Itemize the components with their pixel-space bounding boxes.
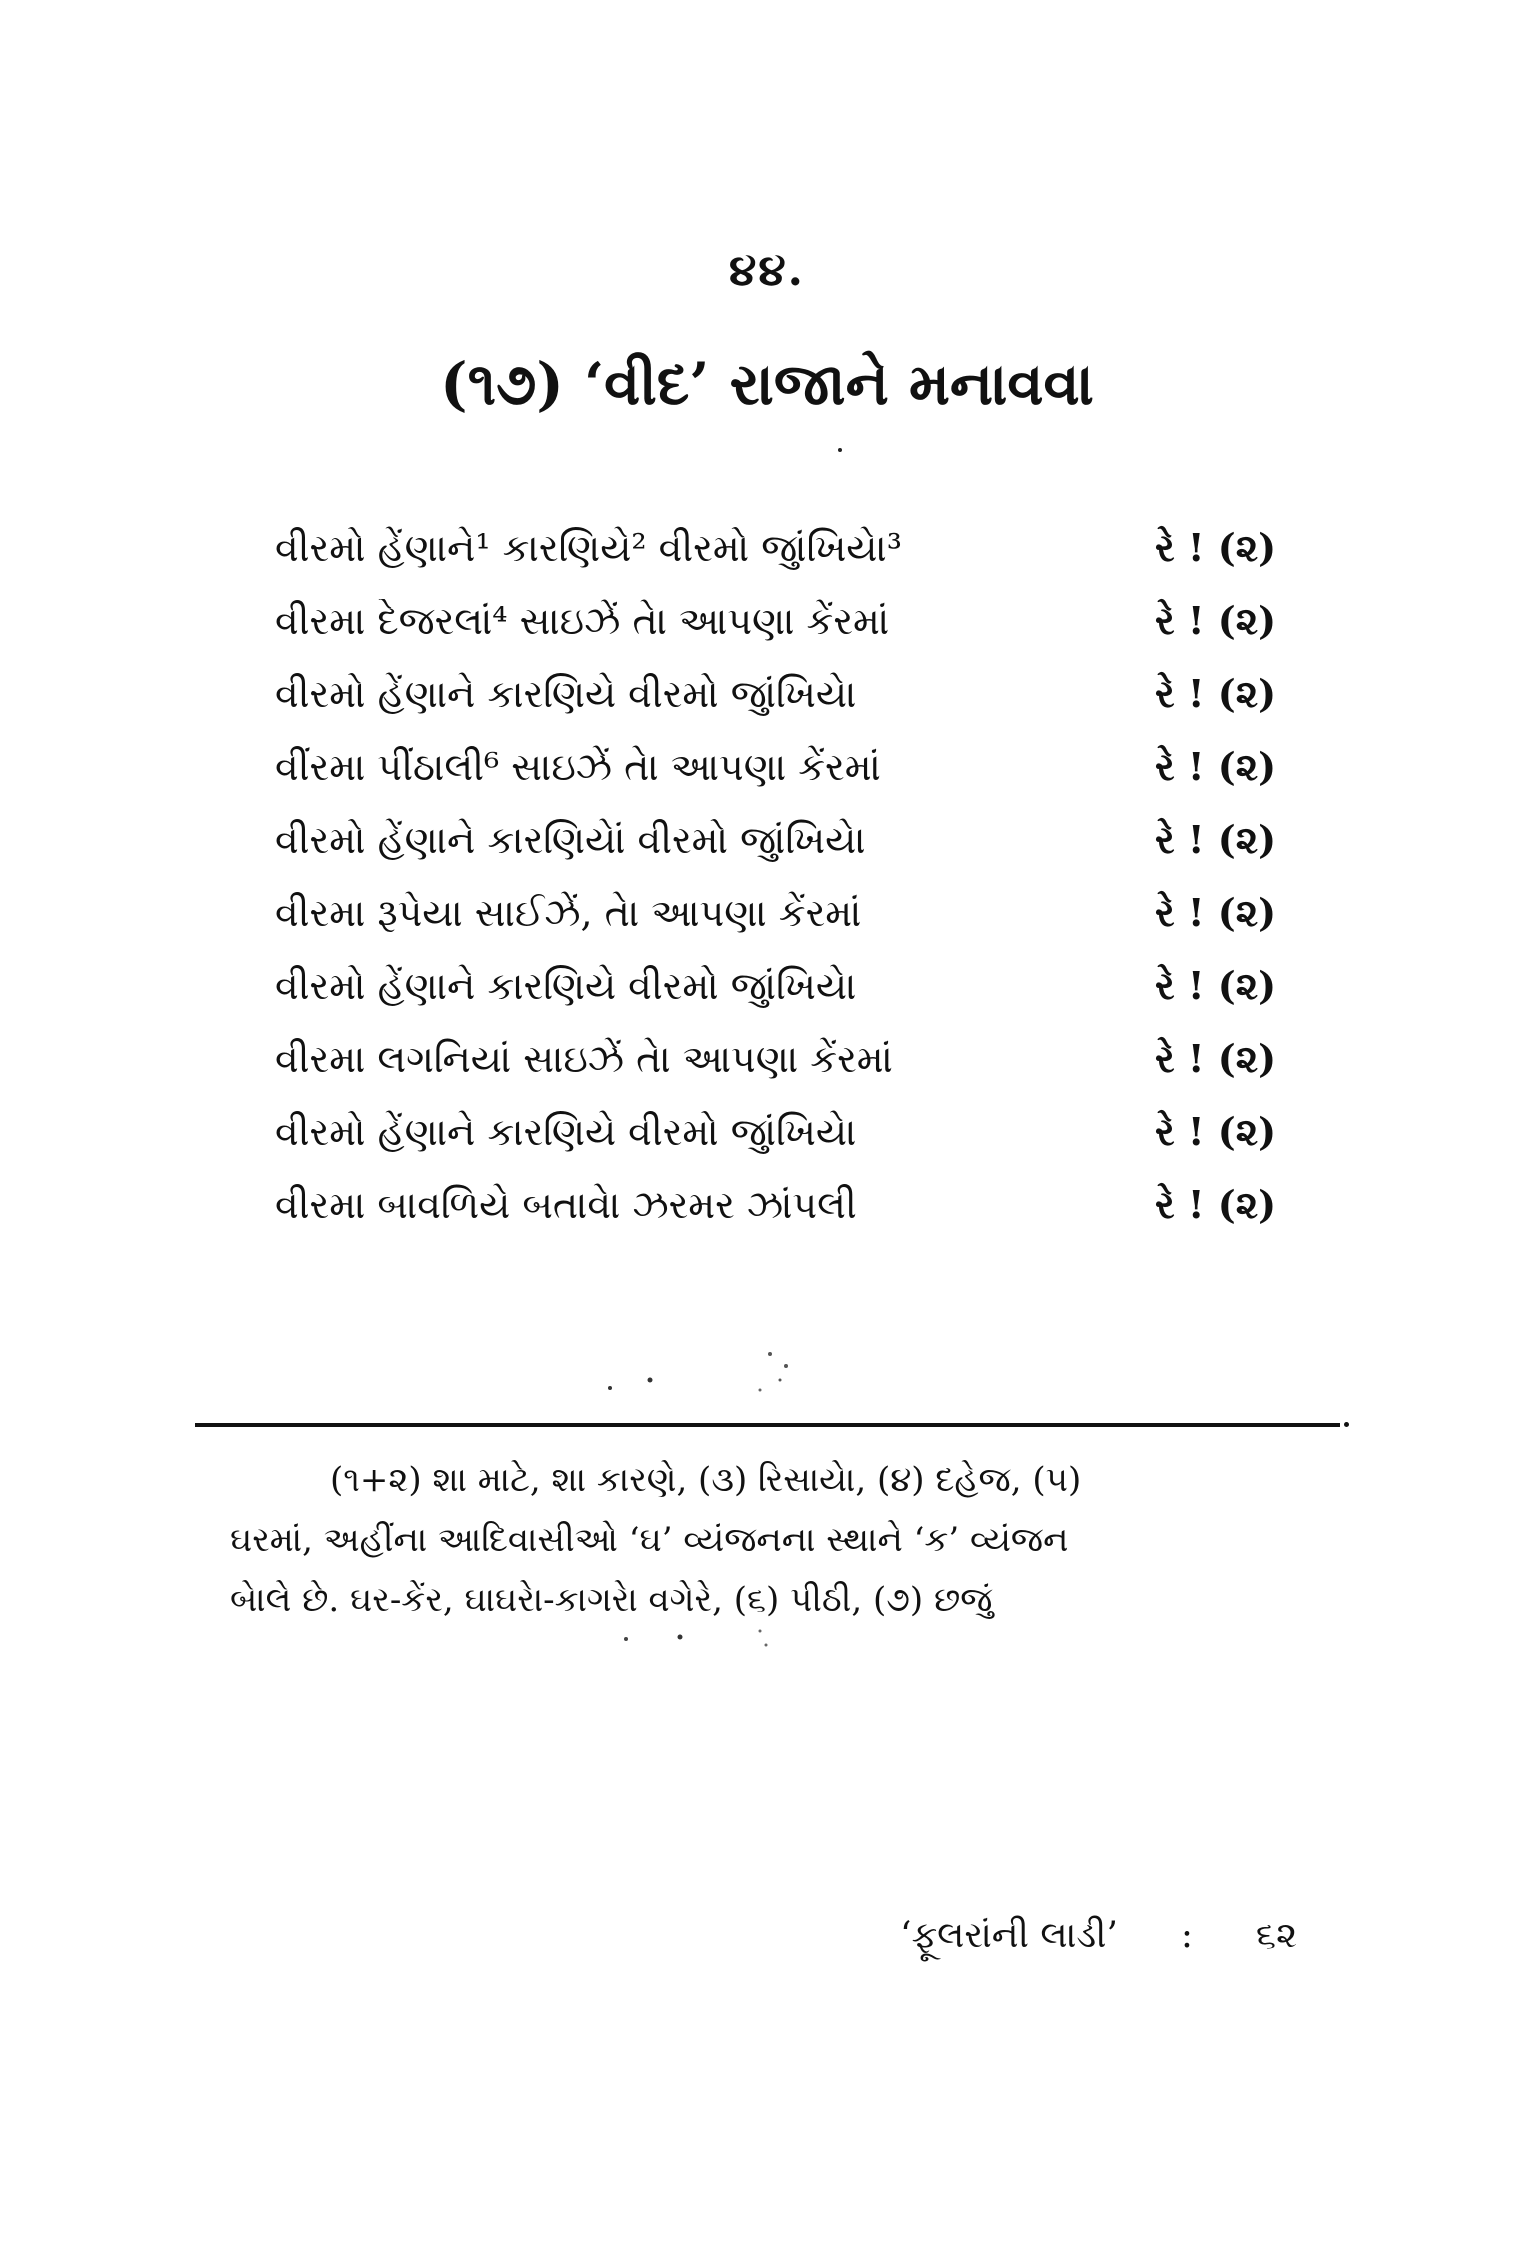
- print-speck: [838, 448, 842, 452]
- verse-refrain: રે ! (૨): [1155, 1036, 1277, 1081]
- verse-text: વીરમા દેજરલાં⁴ સાઇઝેં તેા આપણા કેંરમાં: [275, 599, 890, 643]
- divider-end-dot: [1344, 1422, 1349, 1427]
- verse-refrain: રે ! (૨): [1155, 817, 1277, 862]
- verse-text: વીરમા બાવળિયે બતાવેા ઝરમર ઝાંપલી: [275, 1183, 857, 1227]
- book-title: ‘ફૂલરાંની લાડી’: [900, 1915, 1118, 1956]
- verse-text: વીરમો હેંણાને કારણિયે વીરમો જુાંખિયેા: [275, 672, 857, 716]
- verse-refrain: રે ! (૨): [1155, 744, 1277, 789]
- verse-line: [275, 963, 1275, 1036]
- verse-refrain: રે ! (૨): [1155, 671, 1277, 716]
- footer-page-number: ૬૨: [1255, 1915, 1298, 1956]
- footnotes: [230, 1450, 1340, 1630]
- verse-line: [275, 1182, 1275, 1255]
- verse-text: વીરમા લગનિયાં સાઇઝેં તેા આપણા કેંરમાં: [275, 1037, 893, 1081]
- verse-line: [275, 817, 1275, 890]
- footer-separator: :: [1180, 1915, 1193, 1956]
- verse-line: [275, 1036, 1275, 1109]
- verse-text: વીરમો હેંણાને કારણિયે વીરમો જુાંખિયેા: [275, 1110, 857, 1154]
- footnote-line: ઘરમાં, અહીંના આદિવાસીઓ ‘ઘ’ વ્યંજનના સ્થાને ‘ક’ વ્યંજન: [230, 1520, 1069, 1560]
- verse-text: વીરમો હેંણાને કારણિયે વીરમો જુાંખિયેા: [275, 964, 857, 1008]
- footnote-line: બેાલે છે. ઘર-કેંર, ઘાઘરેા-કાગરેા વગેરે, (૬) પીઠી, (૭) છજું: [230, 1580, 993, 1620]
- verse-line: [275, 671, 1275, 744]
- verse-line: [275, 890, 1275, 963]
- verse-text: વીરમો હેંણાને¹ કારણિયે² વીરમો જુાંખિયેા³: [275, 526, 902, 570]
- verse-refrain: રે ! (૨): [1155, 525, 1277, 570]
- verse-text: વીરમો હેંણાને કારણિયેાં વીરમો જુાંખિયેા: [275, 818, 866, 862]
- footnote-divider: [195, 1423, 1340, 1427]
- verse-line: [275, 525, 1275, 598]
- ornament-specks-lower: [620, 1625, 780, 1665]
- footnote-line: (૧+૨) શા માટે, શા કારણે, (૩) રિસાયેા, (૪) દહેજ, (૫): [330, 1460, 1082, 1500]
- verse-text: વીંરમા પીંઠાલી⁶ સાઇઝેં તેા આપણા કેંરમાં: [275, 745, 881, 789]
- verse-refrain: રે ! (૨): [1155, 1109, 1277, 1154]
- verse-refrain: રે ! (૨): [1155, 963, 1277, 1008]
- verse-refrain: રે ! (૨): [1155, 890, 1277, 935]
- verse-line: [275, 1109, 1275, 1182]
- ornament-specks: [590, 1340, 810, 1400]
- page-number: ૪૪.: [729, 245, 805, 296]
- verse-refrain: રે ! (૨): [1155, 598, 1277, 643]
- verse-refrain: રે ! (૨): [1155, 1182, 1277, 1227]
- running-footer: [900, 1915, 1297, 1957]
- verse-text: વીરમા રૂપેયા સાઈઝેં, તેા આપણા કેંરમાં: [275, 891, 862, 935]
- song-verses: [275, 525, 1275, 1255]
- verse-line: [275, 598, 1275, 671]
- page-title: (૧૭) ‘વીદ’ રાજાને મનાવવા: [440, 350, 1094, 418]
- verse-line: [275, 744, 1275, 817]
